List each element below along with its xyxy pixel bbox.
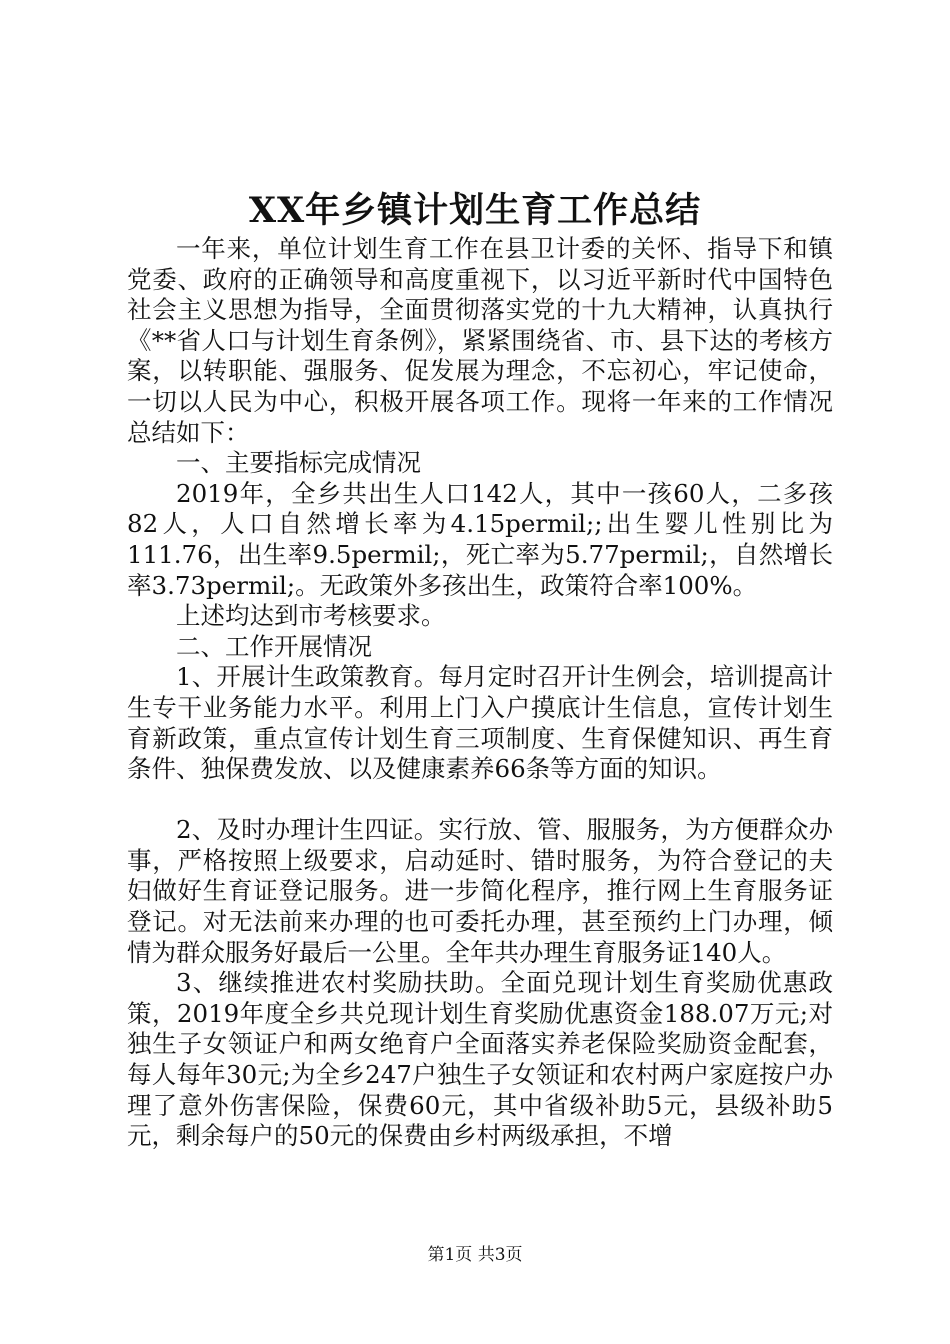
work-item-2-paragraph: 2、及时办理计生四证。实行放、管、服服务，为方便群众办事，严格按照上级要求，启动延时、错时服务，为符合登记的夫妇做好生育证登记服务。进一步简化程序，推行网上生育服务证登记。对无法前来办理的也可委托办理，甚至预约上门办理，倾情为群众服务好最后一公里。全年共办理生育服务证140人。 <box>127 815 833 967</box>
assessment-paragraph: 上述均达到市考核要求。 <box>176 601 446 631</box>
document-body <box>127 234 833 1152</box>
section-heading-indicators: 一、主要指标完成情况 <box>176 448 421 478</box>
document-title: XX年乡镇计划生育工作总结 <box>248 190 702 231</box>
page-footer: 第1页 共3页 <box>427 1245 523 1265</box>
work-item-1-paragraph: 1、开展计生政策教育。每月定时召开计生例会，培训提高计生专干业务能力水平。利用上门入户摸底计生信息，宣传计划生育新政策，重点宣传计划生育三项制度、生育保健知识、再生育条件、独保费发放、以及健康素养66条等方面的知识。 <box>127 662 833 784</box>
section-heading-work: 二、工作开展情况 <box>176 631 372 661</box>
intro-paragraph: 一年来，单位计划生育工作在县卫计委的关怀、指导下和镇党委、政府的正确领导和高度重视下，以习近平新时代中国特色社会主义思想为指导，全面贯彻落实党的十九大精神，认真执行《**省人口与计划生育条例》，紧紧围绕省、市、县下达的考核方案，以转职能、强服务、促发展为理念，不忘初心，牢记使命，一切以人民为中心，积极开展各项工作。现将一年来的工作情况总结如下： <box>127 234 833 447</box>
work-item-3-paragraph: 3、继续推进农村奖励扶助。全面兑现计划生育奖励优惠政策，2019年度全乡共兑现计划生育奖励优惠资金188.07万元;对独生子女领证户和两女绝育户全面落实养老保险奖励资金配套，每人每年30元;为全乡247户独生子女领证和农村两户家庭按户办理了意外伤害保险，保费60元，其中省级补助5元，县级补助5元，剩余每户的50元的保费由乡村两级承担，不增 <box>127 968 833 1151</box>
paragraph-spacer <box>127 785 833 816</box>
indicators-paragraph: 2019年，全乡共出生人口142人，其中一孩60人，二多孩82人，人口自然增长率为4.15permil;;出生婴儿性别比为111.76，出生率9.5permil;，死亡率为5.77permil;，自然增长率3.73permil;。无政策外多孩出生，政策符合率100%。 <box>127 478 833 600</box>
